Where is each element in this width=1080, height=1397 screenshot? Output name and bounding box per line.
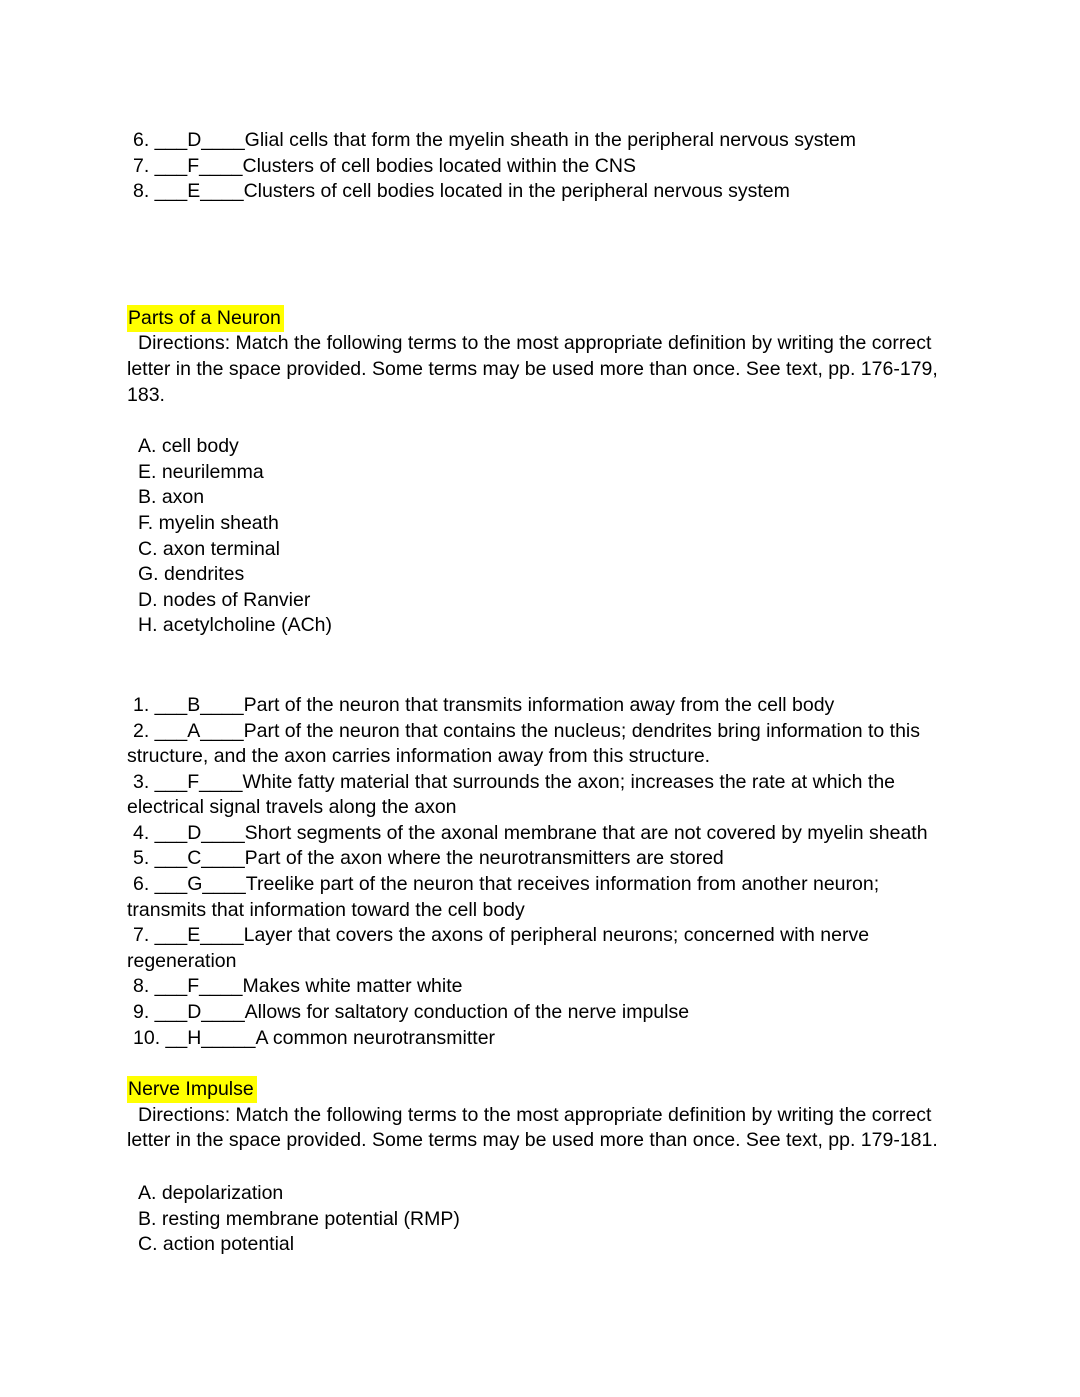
term-item: E. neurilemma (138, 460, 264, 483)
neuron-terms-list (127, 434, 1010, 639)
term-item: B. axon (138, 486, 205, 509)
term-item: B. resting membrane potential (RMP) (138, 1207, 460, 1230)
directions-line: letter in the space provided. Some terms may be used more than once. See text, pp. 179-181. (127, 1129, 938, 1152)
directions-line: Directions: Match the following terms to the most appropriate definition by writing the correct (138, 332, 932, 355)
matching-answer-continuation: structure, and the axon carries information away from this structure. (127, 745, 711, 768)
matching-answer-line-7b: 7. ___E____Layer that covers the axons of peripheral neurons; concerned with nerve (133, 924, 870, 947)
directions-line: 183. (127, 383, 165, 406)
parts-of-a-neuron-section (127, 306, 1010, 408)
matching-answer-line-6: 6. ___D____Glial cells that form the myelin sheath in the peripheral nervous system (133, 129, 856, 151)
cns-matching-answers-block (127, 128, 1010, 205)
matching-answer-line-2: 2. ___A____Part of the neuron that contains the nucleus; dendrites bring information to this (133, 719, 921, 742)
term-item: G. dendrites (138, 563, 245, 586)
nerve-impulse-section (127, 1077, 1010, 1154)
neuron-matching-answers-block (127, 693, 1010, 1051)
section-title-line (127, 1077, 1010, 1103)
term-item: C. action potential (138, 1233, 295, 1256)
matching-answer-line-10: 10. __H_____A common neurotransmitter (133, 1026, 496, 1049)
matching-answer-line-8b: 8. ___F____Makes white matter white (133, 975, 463, 998)
directions-line: Directions: Match the following terms to the most appropriate definition by writing the correct (138, 1103, 932, 1126)
matching-answer-line-6b: 6. ___G____Treelike part of the neuron that receives information from another neuron; (133, 873, 880, 896)
matching-answer-line-5: 5. ___C____Part of the axon where the neurotransmitters are stored (133, 847, 724, 870)
matching-answer-line-8: 8. ___E____Clusters of cell bodies located in the peripheral nervous system (133, 180, 790, 203)
matching-answer-continuation: transmits that information toward the cell body (127, 898, 525, 921)
matching-answer-line-4: 4. ___D____Short segments of the axonal membrane that are not covered by myelin sheath (133, 821, 928, 844)
directions-line: letter in the space provided. Some terms may be used more than once. See text, pp. 176-179, (127, 357, 938, 380)
highlighted-section-title: Parts of a Neuron (127, 305, 284, 332)
matching-answer-line-9: 9. ___D____Allows for saltatory conduction of the nerve impulse (133, 1001, 690, 1024)
matching-answer-line-1: 1. ___B____Part of the neuron that transmits information away from the cell body (133, 693, 835, 716)
term-item: F. myelin sheath (138, 511, 279, 534)
section-title-line (127, 306, 1010, 332)
term-item: A. depolarization (138, 1182, 284, 1204)
term-item: H. acetylcholine (ACh) (138, 614, 332, 637)
matching-answer-line-3: 3. ___F____White fatty material that surrounds the axon; increases the rate at which the (133, 770, 896, 793)
matching-answer-continuation: regeneration (127, 949, 237, 972)
highlighted-section-title: Nerve Impulse (127, 1076, 257, 1103)
nerve-impulse-terms-list (127, 1181, 1010, 1258)
term-item: D. nodes of Ranvier (138, 588, 311, 611)
term-item: A. cell body (138, 435, 239, 458)
matching-answer-continuation: electrical signal travels along the axon (127, 796, 457, 819)
term-item: C. axon terminal (138, 537, 280, 560)
matching-answer-line-7: 7. ___F____Clusters of cell bodies located within the CNS (133, 154, 636, 177)
